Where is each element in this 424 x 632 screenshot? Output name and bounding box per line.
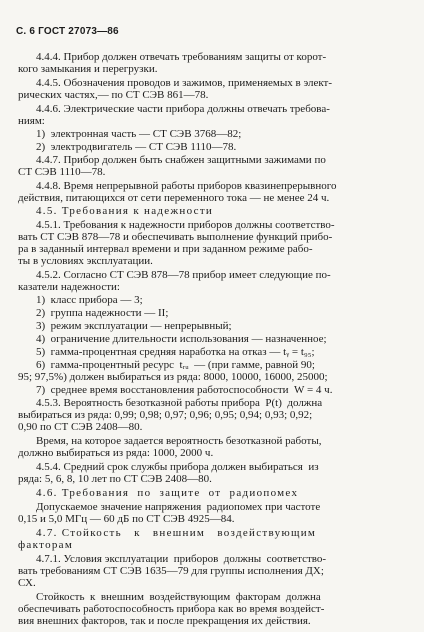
text-line: 4.4.8. Время непрерывной работы приборов квазинепрерывного [36,180,337,192]
text-line: кого замыкания и перегрузки. [18,63,158,75]
text-line: 4.4.4. Прибор должен отвечать требованиям защиты от корот- [36,51,327,63]
text-line: должно выбираться из ряда: 1000, 2000 ч. [18,447,214,459]
text-line: 0,15 и 5,0 МГц — 60 дБ по СТ СЭВ 4925—84. [18,513,235,525]
text-line: 4.7. Стойкость к внешним воздействующим [36,527,317,539]
text-line: 4.4.6. Электрические части прибора должны отвечать требова- [36,103,330,115]
text-line: 6) гамма-процентный ресурс tᵣᵤ — (при гамме, равной 90; [36,359,315,371]
text-line: ниям: [18,115,45,127]
text-line: 5) гамма-процентная средняя наработка на отказ — tᵧ = t₉₅; [36,346,315,358]
text-line: казатели надежности: [18,281,120,293]
text-line: 0,90 по СТ СЭВ 2408—80. [18,421,143,433]
text-line: 1) электронная часть — СТ СЭВ 3768—82; [36,128,242,140]
text-line: 3) режим эксплуатации — непрерывный; [36,320,232,332]
text-line: СХ. [18,577,36,589]
text-line: вать требованиям СТ СЭВ 1635—79 для группы исполнения ДХ; [18,565,324,577]
text-line: 4.5. Требования к надежности [36,205,214,217]
text-line: действия, питающихся от сети переменного тока — не менее 24 ч. [18,192,330,204]
text-line: 4.5.4. Средний срок службы прибора должен выбираться из [36,461,319,473]
text-line: 4.6. Требования по защите от радиопомех [36,487,299,499]
text-line: 1) класс прибора — 3; [36,294,143,306]
text-line: 2) группа надежности — II; [36,307,169,319]
text-line: Допускаемое значение напряжения радиопомех при частоте [36,501,321,513]
page-header: С. 6 ГОСТ 27073—86 [16,26,119,37]
text-line: 4) ограничение длительности использования — назначенное; [36,333,327,345]
text-line: 7) среднее время восстановления работоспособности W = 4 ч. [36,384,333,396]
text-line: 4.7.1. Условия эксплуатации приборов должны соответство- [36,553,327,565]
text-line: ряда: 5, 6, 8, 10 лет по СТ СЭВ 2408—80. [18,473,212,485]
text-line: ра в заданный интервал времени и при заданном режиме рабо- [18,243,313,255]
text-line: 2) электродвигатель — СТ СЭВ 1110—78. [36,141,237,153]
text-line: вия внешних факторов, так и после прекращения их действия. [18,615,311,627]
text-line: 95; 97,5%) должен выбираться из ряда: 8000, 10000, 16000, 25000; [18,371,328,383]
text-line: 4.4.5. Обозначения проводов и зажимов, применяемых в элект- [36,77,333,89]
text-line: вать СТ СЭВ 878—78 и обеспечивать выполнение функций прибо- [18,231,333,243]
text-line: СТ СЭВ 1110—78. [18,166,106,178]
text-line: обеспечивать работоспособность прибора как во время воздейст- [18,603,325,615]
text-line: Стойкость к внешним воздействующим факторам должна [36,591,321,603]
text-line: выбираться из ряда: 0,99; 0,98; 0,97; 0,96; 0,95; 0,94; 0,93; 0,92; [18,409,313,421]
text-line: рических частях,— по СТ СЭВ 861—78. [18,89,209,101]
text-line: ты в условиях эксплуатации. [18,255,153,267]
text-line: Время, на которое задается вероятность безотказной работы, [36,435,322,447]
text-line: факторам [18,539,74,551]
text-line: 4.5.1. Требования к надежности приборов должны соответство- [36,219,335,231]
text-line: 4.4.7. Прибор должен быть снабжен защитными зажимами по [36,154,326,166]
text-line: 4.5.3. Вероятность безотказной работы прибора P(t) должна [36,397,323,409]
text-line: 4.5.2. Согласно СТ СЭВ 878—78 прибор имеет следующие по- [36,269,331,281]
